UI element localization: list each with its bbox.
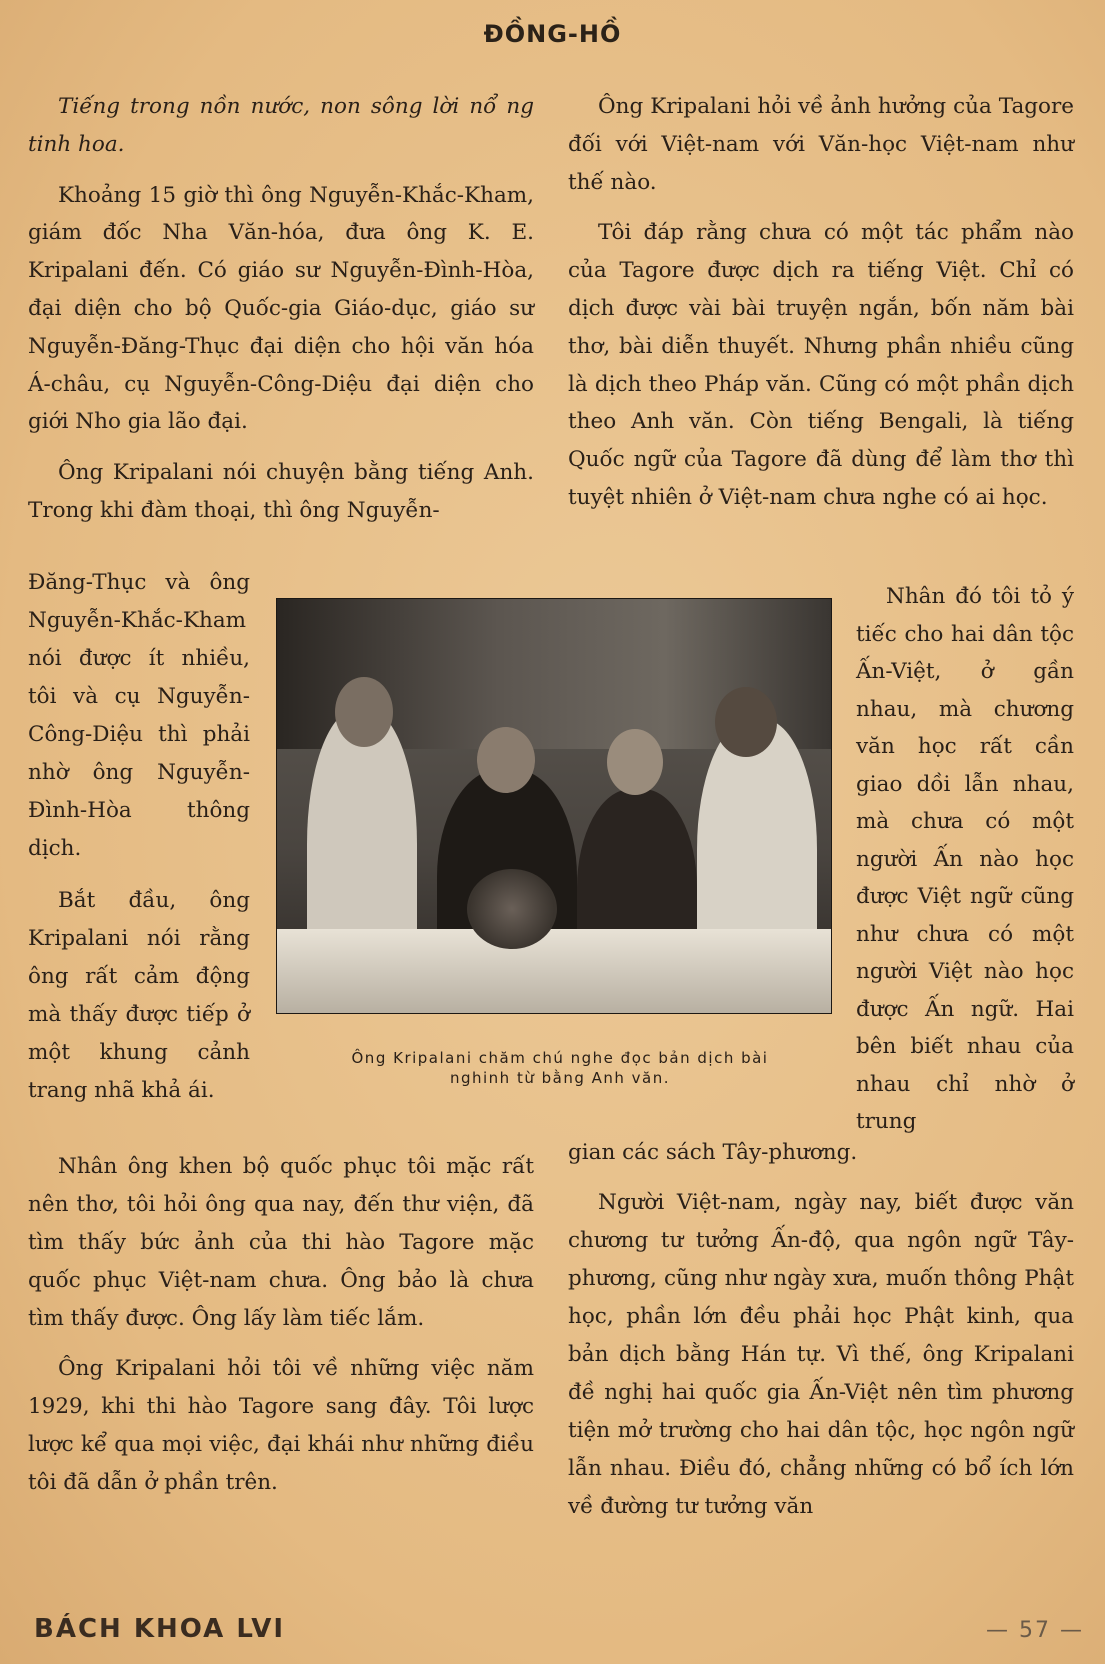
photo-table <box>277 929 831 1013</box>
footer-page-number: — 57 — <box>986 1618 1084 1643</box>
article-paragraph: Ông Kripalani nói chuyện bằng tiếng Anh. Trong khi đàm thoại, thì ông Nguyễn- <box>28 460 534 523</box>
photo-figure-head <box>477 727 535 793</box>
page-header-title: ĐỒNG-HỒ <box>483 20 622 48</box>
article-paragraph: Người Việt-nam, ngày nay, biết được văn chương tư tưởng Ấn-độ, qua ngôn ngữ Tây-phương, cũng như ngày xưa, muốn thông Phật học, phần lớn đều phải học Phật kinh, qua bản dịch bằng Hán tự. Vì thế, ông Kripalani đề nghị hai quốc gia Ấn-Việt nên tìm phương tiện mở trường cho hai dân tộc, học ngôn ngữ lẫn nhau. Điều đó, chẳng những có bổ ích lớn về đường tư tưởng văn <box>568 1190 1074 1519</box>
photo-caption <box>300 1048 820 1088</box>
left-column-top <box>28 88 534 543</box>
article-paragraph: Tôi đáp rằng chưa có một tác phẩm nào của Tagore được dịch ra tiếng Việt. Chỉ có dịch được vài bài truyện ngắn, bốn năm bài thơ, bài diễn thuyết. Nhưng phần nhiều cũng là dịch theo Pháp văn. Cũng có một phần dịch theo Anh văn. Còn tiếng Bengali, là tiếng Quốc ngữ của Tagore đã dùng để làm thơ thì tuyệt nhiên ở Việt-nam chưa nghe có ai học. <box>568 220 1074 510</box>
epigraph-paragraph: Tiếng trong nồn nước, non sông lời nổ ng tinh hoa. <box>28 94 534 157</box>
article-paragraph: Nhân ông khen bộ quốc phục tôi mặc rất nên thơ, tôi hỏi ông qua nay, đến thư viện, đã tìm thấy bức ảnh của thi hào Tagore mặc quốc phục Việt-nam chưa. Ông bảo là chưa tìm thấy được. Ông lấy làm tiếc lắm. <box>28 1154 534 1331</box>
photo-flowers <box>467 869 557 949</box>
article-paragraph: Ông Kripalani hỏi tôi về những việc năm 1929, khi thi hào Tagore sang đây. Tôi lược lược kể qua mọi việc, đại khái như những điều tôi đã dẫn ở phần trên. <box>28 1356 534 1495</box>
left-column-bottom <box>28 1148 534 1514</box>
photo-figure-head <box>715 687 777 757</box>
article-paragraph: Khoảng 15 giờ thì ông Nguyễn-Khắc-Kham, giám đốc Nha Văn-hóa, đưa ông K. E. Kripalani đến. Có giáo sư Nguyễn-Đình-Hòa, đại diện cho bộ Quốc-gia Giáo-dục, giáo sư Nguyễn-Đăng-Thục đại diện cho hội văn hóa Á-châu, cụ Nguyễn-Công-Diệu đại diện cho giới Nho gia lão đại. <box>28 182 534 435</box>
right-narrow-column <box>856 578 1074 1141</box>
article-paragraph: gian các sách Tây-phương. <box>568 1140 858 1165</box>
photo-caption-line: nghinh từ bằng Anh văn. <box>449 1069 671 1087</box>
right-column-bottom <box>568 1134 1074 1538</box>
right-column-top <box>568 88 1074 530</box>
footer-magazine-name: BÁCH KHOA LVI <box>34 1614 286 1644</box>
article-paragraph: Nhân đó tôi tỏ ý tiếc cho hai dân tộc Ấn-Việt, ở gần nhau, mà chương văn học rất cần giao dồi lẫn nhau, mà chưa có một người Ấn nào học được Việt ngữ cũng như chưa có một người Việt nào học được Ấn ngữ. Hai bên biết nhau của nhau chỉ nhờ ở trung <box>856 584 1074 1134</box>
left-narrow-column <box>28 564 250 1124</box>
article-paragraph: Đăng-Thục và ông Nguyễn-Khắc-Kham nói được ít nhiều, tôi và cụ Nguyễn-Công-Diệu thì phải nhờ ông Nguyễn-Đình-Hòa thông dịch. <box>28 570 250 861</box>
article-paragraph: Ông Kripalani hỏi về ảnh hưởng của Tagore đối với Việt-nam với Văn-học Việt-nam như thế nào. <box>568 94 1074 195</box>
photo-figure-head <box>335 677 393 747</box>
photo-caption-line: Ông Kripalani chăm chú nghe đọc bản dịch bài <box>351 1049 769 1067</box>
article-photo <box>276 598 832 1014</box>
photo-figure-head <box>607 729 663 795</box>
article-paragraph: Bắt đầu, ông Kripalani nói rằng ông rất cảm động mà thấy được tiếp ở một khung cảnh trang nhã khả ái. <box>28 888 250 1103</box>
